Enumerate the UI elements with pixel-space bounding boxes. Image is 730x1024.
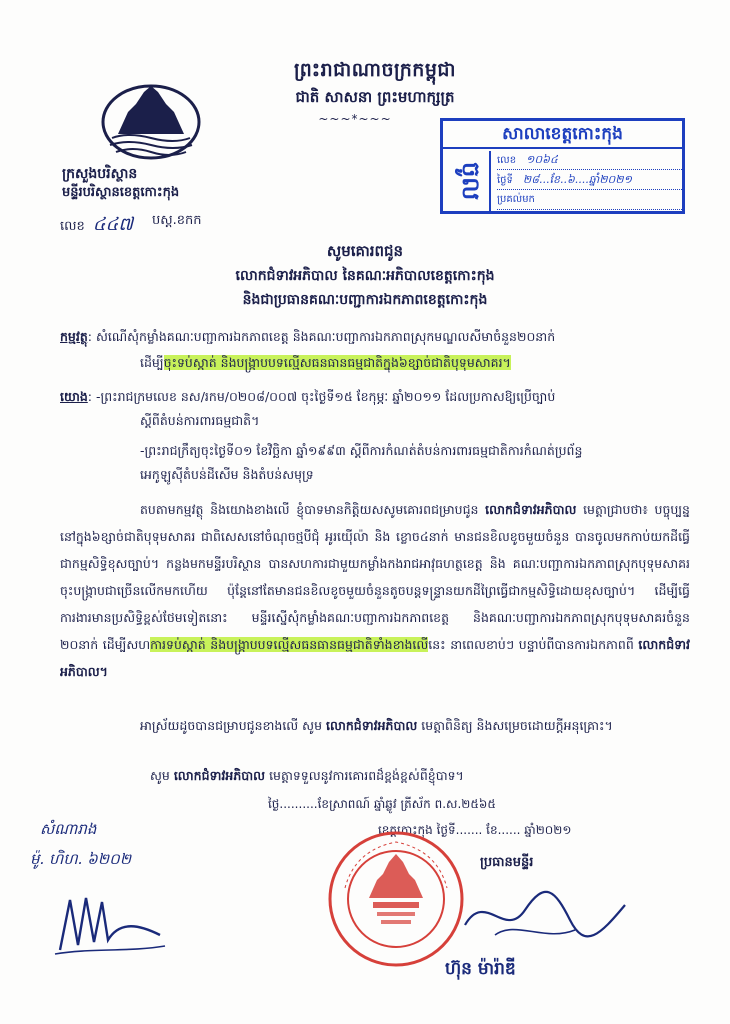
margin-note-line-2: ម៉ូ. ហិហ. ៦២០២ bbox=[30, 850, 132, 868]
body-paragraph-2 bbox=[60, 712, 690, 739]
stamp-number-label: លេខ bbox=[497, 155, 517, 166]
salutation: សូមគោរពជូន bbox=[326, 242, 404, 260]
reference-item-2b: អេកូឡូស៊ីតំបន់ដីសើម និងតំបន់សមុទ្រ bbox=[140, 467, 314, 482]
stamp-date-label: ថ្ងៃទី bbox=[497, 175, 513, 186]
director-title: ប្រធានមន្ទីរ bbox=[480, 855, 534, 870]
director-signature-icon bbox=[455, 880, 635, 950]
closing-addressee: លោកជំទាវអភិបាល bbox=[173, 768, 266, 783]
subject-text-1: : សំណើសុំកម្លាំងគណៈបញ្ជាការឯកភាពខេត្ត និងគណៈបញ្ជាការឯកភាពស្រុកមណ្ឌលសីមាចំនួន២០នាក់ bbox=[87, 329, 556, 344]
reference-number bbox=[60, 212, 141, 239]
stamp-date-row bbox=[497, 171, 682, 190]
reference-line-1 bbox=[60, 386, 690, 408]
body-p1-end: លោកជំទាវអភិបាល។ bbox=[60, 637, 690, 679]
body-p1-post: នេះ នាពេលខាប់ៗ បន្ទាប់ពីបានការឯកភាពពី bbox=[428, 637, 634, 652]
stamp-incoming-label: ចូល bbox=[447, 151, 491, 211]
reference-section-label: យោង bbox=[60, 389, 88, 404]
stamp-from-label: ប្រគល់មក bbox=[497, 194, 535, 205]
stamp-title: សាលាខេត្តកោះកុង bbox=[443, 123, 682, 149]
stamp-from-row bbox=[497, 191, 682, 210]
reference-value: ៤៤៧ bbox=[92, 214, 134, 235]
body-p1-intro: តបតាមកម្មវត្ថុ និងយោងខាងលើ ខ្ញុំបាទមានកិត្តិយសសូមគោរពជម្រាបជូន bbox=[140, 502, 479, 517]
recipient-line-1: លោកជំទាវអភិបាល នៃគណៈអភិបាលខេត្តកោះកុង bbox=[235, 268, 495, 284]
reference-item-2a: -ព្រះរាជក្រឹត្យចុះថ្ងៃទី០១ ខែវិច្ឆិកា ឆ្នាំ១៩៩៣ ស្តីពីការកំណត់តំបន់ការពារធម្មជាតិការកំណត់ប្រព័ន្ធ bbox=[140, 443, 583, 458]
margin-signature-icon bbox=[50, 880, 170, 960]
header-decoration: ~~~*~~~ bbox=[318, 112, 392, 126]
body-p2-intro: អាស្រ័យដូចបានជម្រាបជូនខាងលើ សូម bbox=[140, 718, 323, 733]
reference-department: បស្ត.ខកក bbox=[152, 213, 202, 228]
closing-post: មេត្តាទទួលនូវការគោរពដ៏ខ្ពង់ខ្ពស់ពីខ្ញុំបាទ។ bbox=[269, 768, 464, 783]
subject-highlight: ចុះទប់ស្កាត់ និងបង្ក្រាបបទល្មើសធនធានធម្មជាតិក្នុង៦ខ្សាច់ជាតិបុទុមសាគរ។ bbox=[163, 355, 511, 370]
subject-text-2a: ដើម្បី bbox=[140, 355, 164, 370]
recipient-line-2: និងជាប្រធានគណៈបញ្ជាការឯកភាពខេត្តកោះកុង bbox=[242, 292, 488, 308]
lunar-date: ថ្ងៃ..........ខែស្រាពណ៍ ឆ្នាំឆ្លូវ ត្រីស័ក ព.ស.២៥៦៥ bbox=[268, 797, 496, 811]
ministry-logo-icon bbox=[98, 82, 204, 162]
body-p2-addressee: លោកជំទាវអភិបាល bbox=[326, 718, 418, 733]
subject-line-2 bbox=[140, 352, 690, 374]
margin-note-line-1: សំណារាង bbox=[40, 820, 97, 838]
body-p1-highlight: ការទប់ស្កាត់ និងបង្ក្រាបបទល្មើសធនធានធម្មជាតិទាំងខាងលើ bbox=[150, 637, 429, 652]
stamp-date-value: ២៨...ខែ..៦....ឆ្នាំ២០២១ bbox=[522, 173, 632, 186]
reference-item-1b: ស្តីពីតំបន់ការពារធម្មជាតិ។ bbox=[140, 413, 260, 428]
department-name: មន្ទីរបរិស្ថានខេត្តកោះកុង bbox=[62, 185, 180, 200]
reference-label: លេខ bbox=[60, 219, 85, 234]
national-motto: ជាតិ សាសនា ព្រះមហាក្សត្រ bbox=[295, 88, 455, 106]
ministry-name: ក្រសួងបរិស្ថាន bbox=[62, 166, 138, 182]
body-paragraph-1 bbox=[60, 496, 690, 685]
margin-note bbox=[30, 820, 220, 960]
stamp-number-row bbox=[497, 151, 682, 170]
stamp-number-value: ១០៦៤ bbox=[526, 153, 558, 166]
received-stamp bbox=[440, 118, 685, 214]
solar-date: ខេត្តកោះកុង ថ្ងៃទី....... ខែ...... ឆ្នាំ២០២១ bbox=[378, 823, 572, 837]
official-seal-icon bbox=[325, 828, 467, 970]
kingdom-heading: ព្រះរាជាណាចក្រកម្ពុជា bbox=[294, 59, 456, 81]
body-p1-main: មេត្តាជ្រាបថា៖ បច្ចុប្បន្ននៅក្នុង៦ខ្សាច់ជាតិបុទុមសាគរ ជាពិសេសនៅចំណុចថ្មបីជុំ អូរយ៉ើល៉ា និង ខ្លោច៤នាក់ មានជនខិលខូចមួយចំនួន បានចូលមកកាប់យកដីធ្វើជាកម្មសិទ្ធិខុសច្បាប់។ កន្លងមកមន្ទីរបរិស្ថាន បានសហការជាមួយកម្លាំងកងរាជអាវុធហត្ថខេត្ត និង គណៈបញ្ជាការឯកភាពស្រុកបុទុមសាគរចុះបង្ក្រាបជាច្រើនលើកមកហើយ ប៉ុន្តែនៅតែមានជនខិលខូចមួយចំនួនតូចបន្តទន្ទ្រានយកដីព្រៃធ្វើជាកម្មសិទ្ធិដោយខុសច្បាប់។ ដើម្បីធ្វើការងារមានប្រសិទ្ធិខ្ពស់ថែមទៀតនោះ មន្ទីរស្នើសុំកម្លាំងគណៈបញ្ជាការឯកភាពខេត្ត និងគណៈបញ្ជាការឯកភាពស្រុកបុទុមសាគរចំនួន ២០នាក់ ដើម្បីសហ bbox=[60, 502, 690, 652]
closing-pre: សូម bbox=[150, 768, 170, 783]
reference-item-1a: : -ព្រះរាជក្រមលេខ នស/រកម/០២០៨/០០៧ ចុះថ្ងៃទី១៥ ខែកុម្ភៈ ឆ្នាំ២០១១ ដែលប្រកាសឱ្យប្រើច្បាប់ bbox=[87, 389, 556, 404]
closing-line bbox=[150, 768, 710, 787]
subject-label: កម្មវត្ថុ bbox=[60, 329, 88, 344]
subject-line-1 bbox=[60, 326, 690, 348]
body-p1-addressee: លោកជំទាវអភិបាល bbox=[485, 502, 577, 517]
signer-name: ហ៊ុន ម៉ារ៉ាឌី bbox=[445, 959, 516, 979]
body-p2-post: មេត្តាពិនិត្យ និងសម្រេចដោយក្តីអនុគ្រោះ។ bbox=[421, 718, 613, 733]
